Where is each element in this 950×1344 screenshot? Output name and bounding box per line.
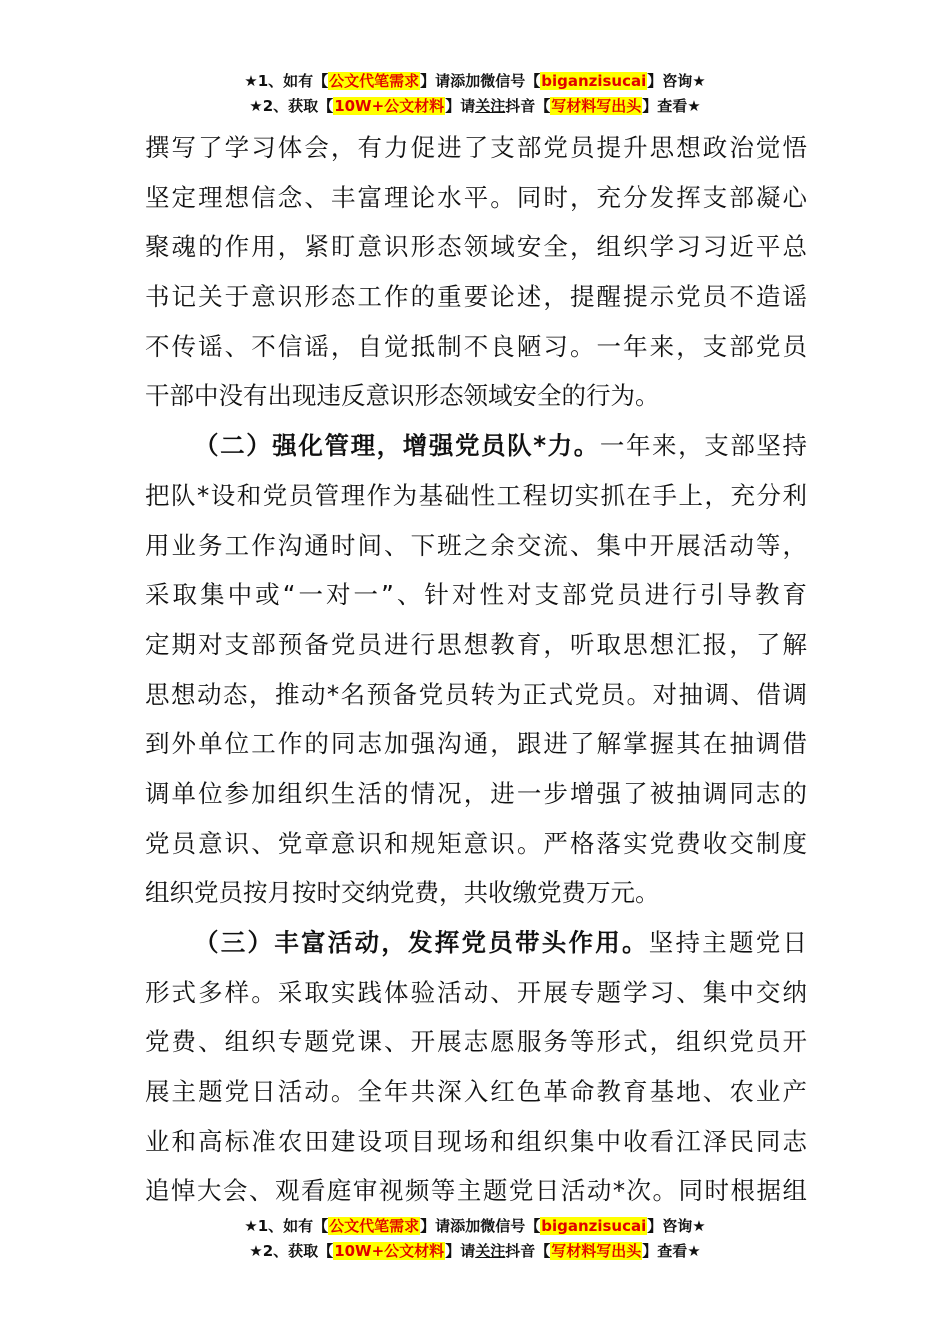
body-line: 干部中没有出现违反意识形态领域安全的行为。 [145, 381, 660, 411]
banner-line-2 [0, 1239, 950, 1264]
banner-text: 抖音【 [505, 97, 551, 115]
banner-text: 关注 [475, 97, 506, 115]
banner-text: ★1、如有【 [244, 72, 329, 90]
body-text: 坚持主题党日 [648, 928, 807, 957]
body-text: 一年来，支部坚持 [599, 431, 808, 461]
highlight-douyin: 写材料写出头 [551, 97, 642, 115]
footer-banner [0, 1214, 950, 1264]
banner-text: 加 [465, 1217, 481, 1235]
highlight-douyin: 写材料写出头 [551, 1242, 642, 1260]
banner-text: 抖音【 [505, 1242, 551, 1260]
section-2-first-line [145, 421, 807, 471]
header-banner [0, 69, 950, 119]
body-line: 追悼大会、观看庭审视频等主题党日活动*次。同时根据组 [145, 1176, 807, 1206]
body-line: 业和高标准农田建设项目现场和组织集中收看江泽民同志 [145, 1126, 807, 1156]
banner-text: ★2、获取【 [249, 1242, 334, 1260]
banner-text: 微信号【 [480, 72, 541, 90]
banner-text: 加 [465, 72, 481, 90]
body-line: 党费、组织专题党课、开展志愿服务等形式，组织党员开 [145, 1027, 807, 1057]
banner-text: 】请添 [420, 1217, 466, 1235]
document-body [145, 123, 807, 1216]
banner-text: 】请 [445, 1242, 476, 1260]
highlight-wechat-id: biganzisucai [541, 1217, 647, 1235]
section-2-heading: （二）强化管理，增强党员队*力。 [194, 431, 600, 461]
body-line: 撰写了学习体会，有力促进了支部党员提升思想政治觉悟 [145, 133, 807, 162]
banner-text: ★2、获取【 [249, 97, 334, 115]
banner-line-1 [0, 1214, 950, 1239]
body-line: 思想动态，推动*名预备党员转为正式党员。对抽调、借调 [145, 679, 807, 709]
highlight-service: 公文代笔需求 [329, 1217, 420, 1235]
body-line: 坚定理想信念、丰富理论水平。同时，充分发挥支部凝心 [145, 182, 807, 212]
body-line: 聚魂的作用，紧盯意识形态领域安全，组织学习习近平总 [145, 232, 807, 262]
highlight-materials: 10W+公文材料 [334, 1242, 445, 1260]
section-3-heading: （三）丰富活动，发挥党员带头作用。 [194, 928, 649, 957]
body-line: 到外单位工作的同志加强沟通，跟进了解掌握其在抽调借 [145, 729, 807, 759]
highlight-service: 公文代笔需求 [329, 72, 420, 90]
body-line: 组织党员按月按时交纳党费，共收缴党费万元。 [145, 878, 660, 908]
body-line: 党员意识、党章意识和规矩意识。严格落实党费收交制度 [145, 828, 807, 858]
body-line: 采取集中或“一对一”、针对性对支部党员进行引导教育 [145, 580, 807, 610]
banner-text: 微信号【 [480, 1217, 541, 1235]
body-line: 调单位参加组织生活的情况，进一步增强了被抽调同志的 [145, 778, 807, 808]
highlight-materials: 10W+公文材料 [334, 97, 445, 115]
body-line: 形式多样。采取实践体验活动、开展专题学习、集中交纳 [145, 977, 807, 1007]
banner-line-1 [0, 69, 950, 94]
body-line: 定期对支部预备党员进行思想教育，听取思想汇报，了解 [145, 629, 807, 659]
banner-text: 】请 [445, 97, 476, 115]
banner-text: 】咨询★ [647, 1217, 706, 1235]
banner-text: 】查看★ [642, 1242, 701, 1260]
body-line: 展主题党日活动。全年共深入红色革命教育基地、农业产 [145, 1077, 807, 1107]
banner-text: 】咨询★ [647, 72, 706, 90]
body-line: 不传谣、不信谣，自觉抵制不良陋习。一年来，支部党员 [145, 331, 807, 361]
banner-text: ★1、如有【 [244, 1217, 329, 1235]
banner-text: 】查看★ [642, 97, 701, 115]
banner-line-2 [0, 94, 950, 119]
section-3-first-line [145, 918, 807, 968]
banner-text: 关注 [475, 1242, 506, 1260]
body-line: 把队*设和党员管理作为基础性工程切实抓在手上，充分利 [145, 480, 807, 510]
body-line: 书记关于意识形态工作的重要论述，提醒提示党员不造谣 [145, 282, 807, 312]
banner-text: 】请添 [420, 72, 466, 90]
body-line: 用业务工作沟通时间、下班之余交流、集中开展活动等， [145, 530, 807, 560]
highlight-wechat-id: biganzisucai [541, 72, 647, 90]
